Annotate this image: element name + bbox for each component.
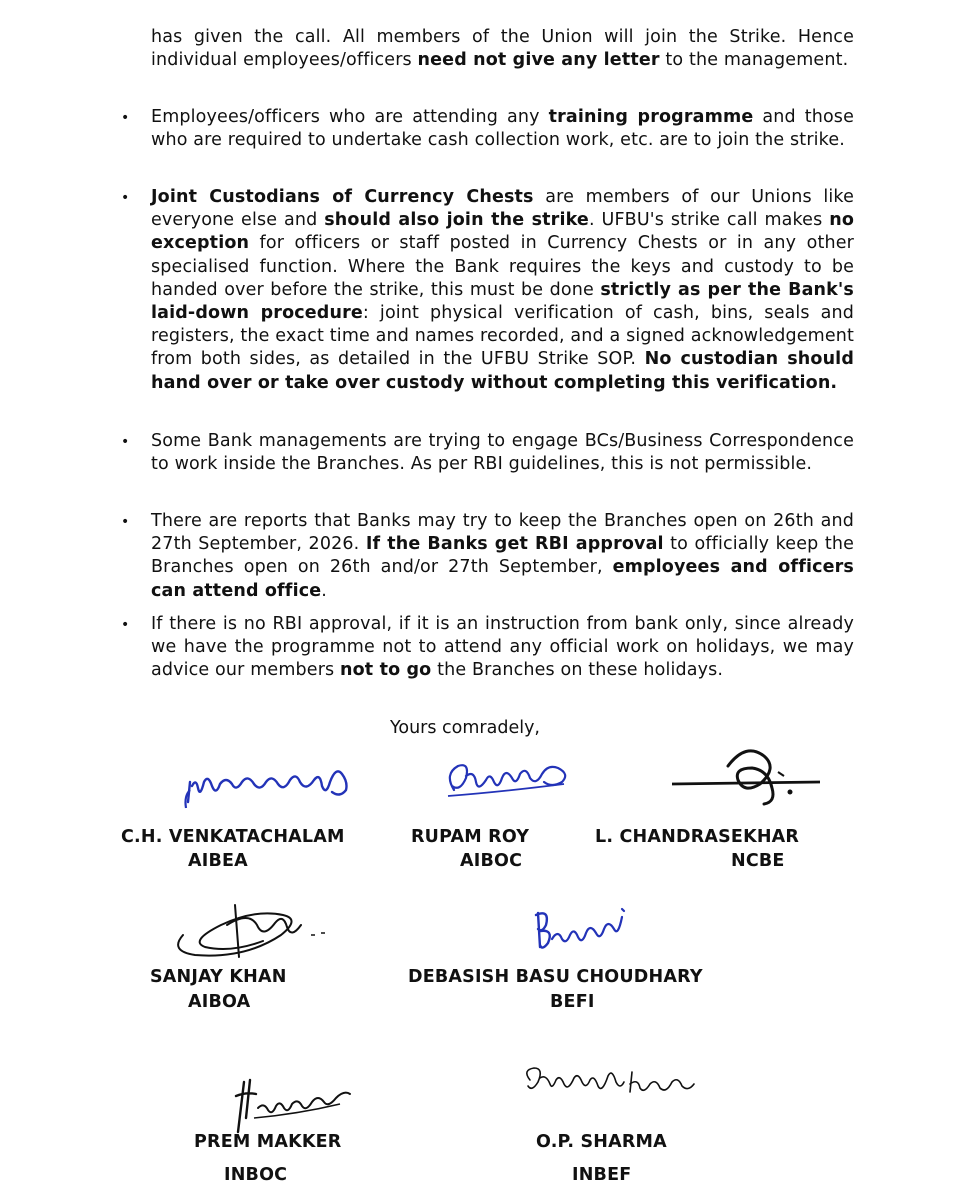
text-run: Employees/officers who are attending any [151, 107, 549, 127]
bold-text-run: not to go [340, 660, 432, 681]
signatory-org-ncbe: NCBE [731, 851, 785, 871]
paragraph-business-correspondents [151, 430, 854, 476]
bullet-3: • [121, 434, 130, 450]
signature-rupam-roy [440, 752, 580, 807]
text-run: If there is no RBI approval, if it is an instruction from bank only, since already we have the programme not to attend any official work on holidays, we may advice our members [151, 614, 854, 681]
text-run: There are reports that Banks may try to keep the Branches open on 26th and 27th September, 2026. [151, 511, 854, 555]
text-run: for officers or staff posted in Currency Chests or in any other specialised function. Where the Bank requires the keys and custody to be handed over before the strike, this must be done [151, 233, 854, 300]
signature-sanjay-khan [165, 895, 340, 970]
closing-salutation: Yours comradely, [390, 718, 540, 738]
bold-text-run: no exception [151, 210, 854, 254]
signatory-name-chandrasekhar: L. CHANDRASEKHAR [595, 827, 800, 847]
text-run: : joint physical verification of cash, bins, seals and registers, the exact time and names recorded, and a signed acknowledgement from both sides, as detailed in the UFBU Strike SOP. [151, 303, 855, 370]
signatory-name-prem-makker: PREM MAKKER [194, 1132, 342, 1152]
text-run: to officially keep the Branches open on 26th and/or 27th September, [151, 534, 854, 578]
bullet-1: • [121, 110, 130, 126]
text-run: . [321, 580, 327, 601]
signatory-name-op-sharma: O.P. SHARMA [536, 1132, 667, 1152]
paragraph-training [151, 106, 854, 152]
paragraph-no-rbi-approval [151, 613, 854, 683]
bullet-4: • [121, 514, 130, 530]
text-run: has given the call. All members of the Union will join the Strike. Hence individual employees/officers [151, 27, 854, 71]
signatory-org-befi: BEFI [550, 992, 595, 1012]
bold-text-run: need not give any letter [417, 50, 660, 71]
bold-text-run: training programme [548, 107, 754, 127]
signatory-org-aiboa: AIBOA [188, 992, 251, 1012]
bold-text-run: strictly as per the Bank's laid-down procedure [151, 279, 854, 324]
text-run: and those who are required to undertake cash collection work, etc. are to join the strike. [151, 107, 854, 151]
bold-text-run: employees and officers can attend office [151, 557, 854, 601]
paragraph-currency-chests [151, 186, 854, 395]
bold-text-run: Joint Custodians of Currency Chests [151, 187, 534, 207]
signature-chandrasekhar [668, 732, 843, 812]
signatory-name-debasish-basu: DEBASISH BASU CHOUDHARY [408, 967, 703, 987]
signature-debasish-basu [530, 895, 645, 955]
signature-op-sharma [520, 1064, 700, 1104]
bold-text-run: If the Banks get RBI approval [365, 534, 664, 555]
signatory-name-venkatachalam: C.H. VENKATACHALAM [121, 827, 345, 847]
bold-text-run: should also join the strike [324, 210, 589, 231]
text-run: the Branches on these holidays. [431, 660, 724, 681]
bold-text-run: No custodian should hand over or take over custody without completing this verification. [151, 349, 854, 393]
text-run: Some Bank managements are trying to engage BCs/Business Correspondence to work inside the Branches. As per RBI guidelines, this is not permissible. [151, 431, 854, 475]
signatory-org-inbef: INBEF [572, 1165, 632, 1185]
signatory-org-aiboc: AIBOC [460, 851, 523, 871]
signatory-name-sanjay-khan: SANJAY KHAN [150, 967, 287, 987]
signature-prem-makker [228, 1074, 358, 1136]
paragraph-branches-open [151, 510, 854, 603]
bullet-2: • [121, 190, 130, 206]
text-run: to the management. [659, 50, 849, 71]
signatory-name-rupam-roy: RUPAM ROY [411, 827, 530, 847]
signatory-org-aibea: AIBEA [188, 851, 248, 871]
text-run: are members of our Unions like everyone else and [151, 187, 855, 231]
paragraph-intro [151, 26, 854, 72]
signatory-org-inboc: INBOC [224, 1165, 288, 1185]
bullet-5: • [121, 617, 130, 633]
text-run: . UFBU's strike call makes [588, 210, 830, 231]
signature-venkatachalam [180, 752, 360, 812]
